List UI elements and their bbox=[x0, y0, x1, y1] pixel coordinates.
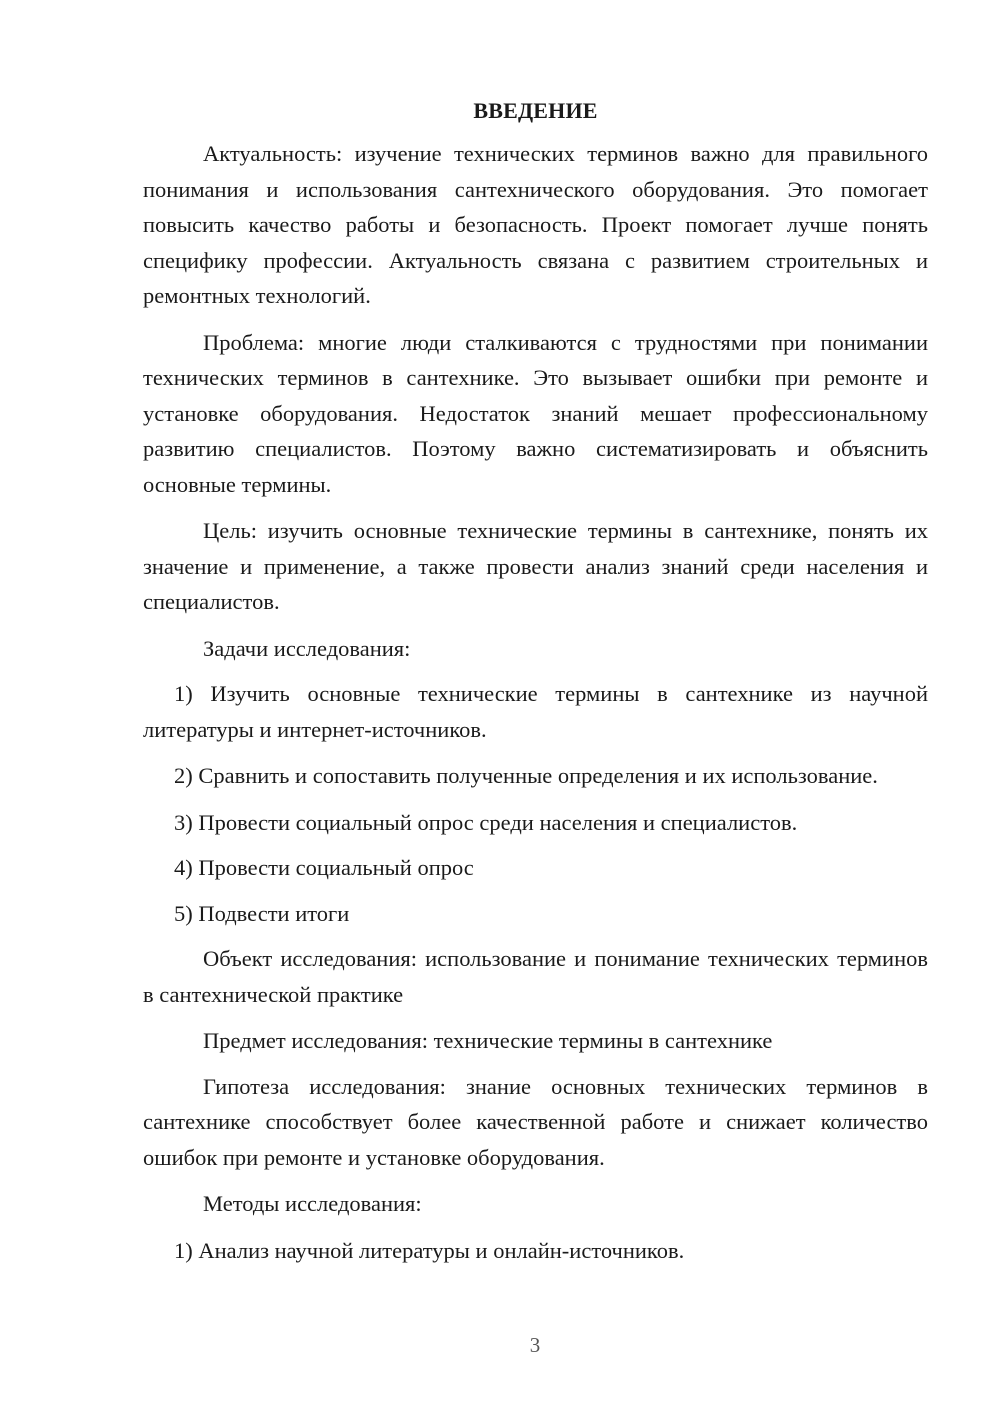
relevance-paragraph: Актуальность: изучение технических терминов важно для правильного понимания и использования сантехнического оборудования. Это помогает повысить качество работы и безопасность. Проект помогает лучше понять специфику профессии. Актуальность связана с развитием строительных и ремонтных технологий. bbox=[143, 141, 928, 308]
problem-paragraph: Проблема: многие люди сталкиваются с трудностями при понимании технических терминов в сантехнике. Это вызывает ошибки при ремонте и установке оборудования. Недостаток знаний мешает профессиональному развитию специалистов. Поэтому важно систематизировать и объяснить основные термины. bbox=[143, 329, 928, 497]
document-page bbox=[143, 94, 928, 1268]
hypothesis-paragraph: Гипотеза исследования: знание основных технических терминов в сантехнике способствует более качественной работе и снижает количество ошибок при ремонте и установке оборудования. bbox=[143, 1073, 928, 1170]
task-item-3: 3) Провести социальный опрос среди населения и специалистов. bbox=[174, 809, 798, 835]
section-title: ВВЕДЕНИЕ bbox=[473, 98, 598, 123]
task-item-1: 1) Изучить основные технические термины в сантехнике из научной литературы и интернет-источников. bbox=[143, 681, 928, 742]
task-item-5: 5) Подвести итоги bbox=[174, 900, 350, 926]
task-item-2: 2) Сравнить и сопоставить полученные определения и их использование. bbox=[174, 763, 878, 788]
methods-heading: Методы исследования: bbox=[203, 1191, 422, 1216]
page-number: 3 bbox=[529, 1333, 541, 1357]
subject-paragraph: Предмет исследования: технические термины в сантехнике bbox=[203, 1028, 773, 1053]
goal-paragraph: Цель: изучить основные технические термины в сантехнике, понять их значение и применение, а также провести анализ знаний среди населения и специалистов. bbox=[143, 518, 928, 614]
tasks-heading: Задачи исследования: bbox=[203, 635, 411, 661]
task-item-4: 4) Провести социальный опрос bbox=[174, 855, 474, 880]
method-item-1: 1) Анализ научной литературы и онлайн-источников. bbox=[174, 1237, 685, 1263]
object-paragraph: Объект исследования: использование и понимание технических терминов в сантехнической практике bbox=[143, 946, 928, 1007]
